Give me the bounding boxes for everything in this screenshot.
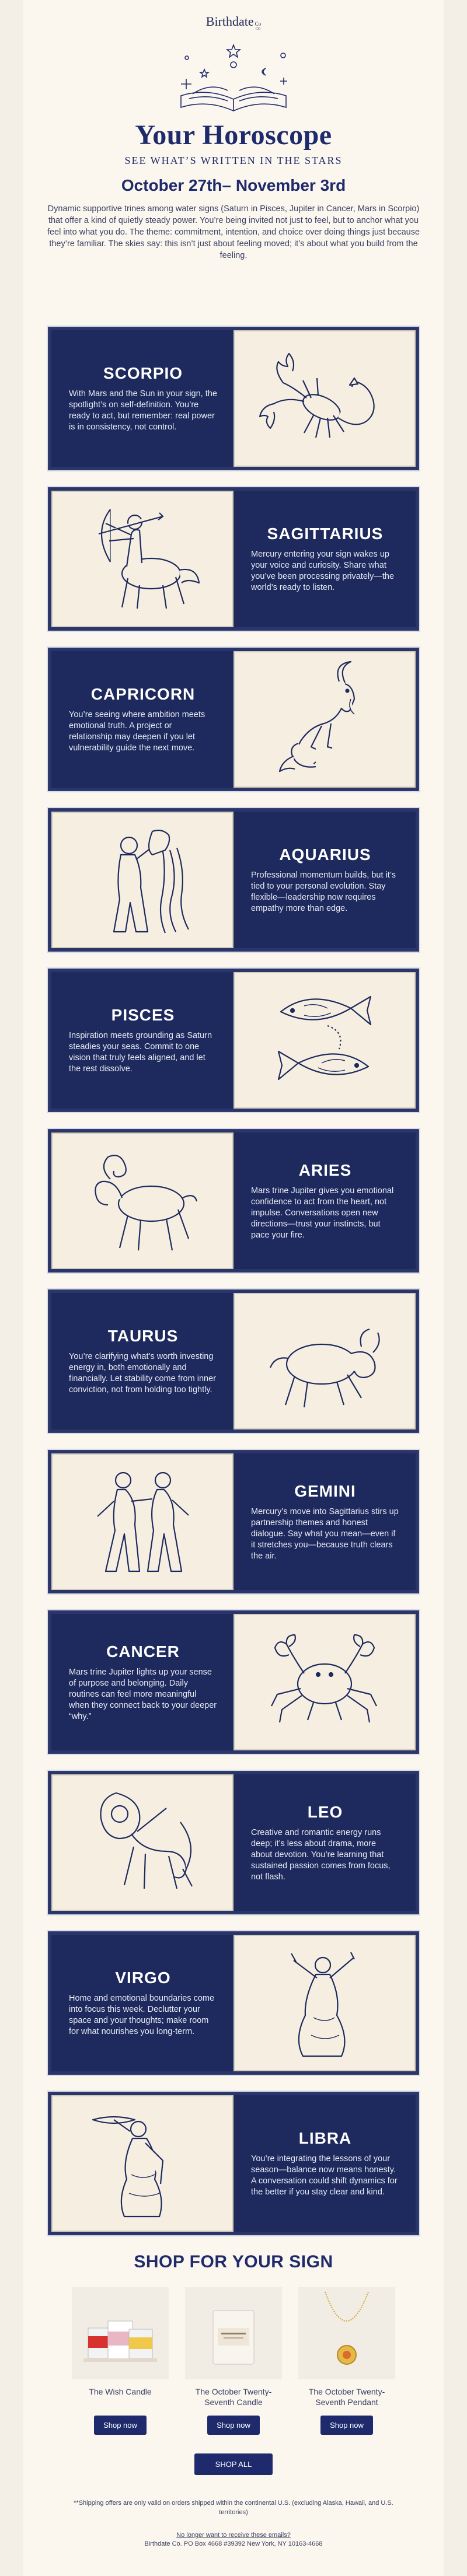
sign-text: Mars trine Jupiter gives you emotional confidence to act from the heart, not impulse. Conversations open new directions—trust your instincts, but pace your fire. xyxy=(251,1186,394,1240)
sign-name: LIBRA xyxy=(298,2129,352,2147)
ram-icon xyxy=(75,1140,210,1262)
sign-name: SAGITTARIUS xyxy=(267,525,384,543)
unsubscribe-link[interactable]: No longer want to receive these emails? xyxy=(176,2532,291,2539)
product-card[interactable] xyxy=(298,2287,395,2435)
shop-now-button[interactable]: Shop now xyxy=(207,2416,260,2435)
intro-text: Dynamic supportive trines among water signs (Saturn in Pisces, Jupiter in Cancer, Mars in Scorpio) that offer a kind of quietly steady power. You’re being invited not just to feel, but to anchor what you feel into what you do. The theme: commitment, intention, and choice over doing things just because they’re familiar. The skies say: this isn’t just about feeling moved; it’s about what you build from the feeling. xyxy=(47,204,420,260)
fish-icon xyxy=(257,979,392,1102)
shop-now-button[interactable]: Shop now xyxy=(320,2416,373,2435)
archer-icon xyxy=(75,498,210,620)
email-page xyxy=(23,0,444,2576)
sign-card-leo[interactable] xyxy=(47,1770,420,1916)
shop-title: SHOP FOR YOUR SIGN xyxy=(134,2252,333,2271)
page-title: Your Horoscope xyxy=(135,120,332,151)
sign-text: Mercury entering your sign wakes up your voice and curiosity. Share what you’ve been processing privately—the world’s ready to listen. xyxy=(251,550,395,592)
twins-icon xyxy=(75,1460,210,1583)
sign-card-aquarius[interactable] xyxy=(47,807,420,953)
sign-name: SCORPIO xyxy=(103,364,183,382)
sign-name: ARIES xyxy=(298,1161,352,1179)
sign-card-scorpio[interactable] xyxy=(47,326,420,471)
mailing-address: Birthdate Co. PO Box 4668 #39392 New York, NY 10163-4668 xyxy=(144,2540,323,2547)
product-list xyxy=(23,2287,444,2435)
sign-card-capricorn[interactable] xyxy=(47,646,420,792)
sign-card-taurus[interactable] xyxy=(47,1288,420,1434)
october-candle-image[interactable] xyxy=(185,2287,282,2379)
shipping-disclaimer: **Shipping offers are only valid on orders shipped within the continental U.S. (excluding Alaska, Hawaii, and U.S. territories) xyxy=(74,2500,393,2516)
scales-icon xyxy=(75,2102,210,2225)
brand-logo[interactable]: Birthdate Co CO xyxy=(205,14,262,31)
sign-name: GEMINI xyxy=(294,1481,356,1500)
sign-text: Mercury’s move into Sagittarius stirs up partnership themes and honest dialogue. Say what you mean—even if it stretches you—because truth clears the air. xyxy=(251,1507,399,1561)
sign-text: You’re seeing where ambition meets emotional truth. A project or relationship may deepen if you let vulnerability guide the next move. xyxy=(69,710,205,753)
sign-text: Home and emotional boundaries come into focus this week. Declutter your space and your thoughts; make room for what nourishes you long-term. xyxy=(69,1994,215,2036)
footer xyxy=(23,2531,444,2549)
sign-card-gemini[interactable] xyxy=(47,1449,420,1595)
shop-all-button[interactable]: SHOP ALL xyxy=(194,2453,273,2475)
product-name: The October Twenty-Seventh Pendant xyxy=(308,2387,385,2407)
sign-text: Mars trine Jupiter lights up your sense of purpose and belonging. Daily routines can feel more meaningful when they connect back to your deeper “why.” xyxy=(69,1667,217,1721)
date-range: October 27th– November 3rd xyxy=(121,176,346,194)
maiden-icon xyxy=(257,1942,392,2064)
sign-text: Professional momentum builds, but it’s tied to your personal evolution. Stay flexible—leadership now requires empathy more than edge. xyxy=(251,871,396,913)
page-subtitle: SEE WHAT’S WRITTEN IN THE STARS xyxy=(124,155,343,166)
sign-card-libra[interactable] xyxy=(47,2091,420,2236)
sign-name: TAURUS xyxy=(107,1327,179,1345)
sign-card-sagittarius[interactable] xyxy=(47,486,420,632)
sea-goat-icon xyxy=(257,658,392,781)
shop-section xyxy=(23,2252,444,2549)
product-card[interactable] xyxy=(185,2287,282,2435)
sign-text: You’re clarifying what’s worth investing energy in, both emotionally and financially. Let stability come from inner conviction, not from holding too tightly. xyxy=(69,1352,216,1394)
product-name: The Wish Candle xyxy=(89,2387,152,2396)
wish-candle-image[interactable] xyxy=(72,2287,169,2379)
sign-text: Creative and romantic energy runs deep; it’s less about drama, more about devotion. You’re learning that sustained passion comes from focus, not flash. xyxy=(251,1827,391,1882)
lion-icon xyxy=(75,1781,210,1904)
sign-text: With Mars and the Sun in your sign, the spotlight’s on self-definition. You’re ready to act, but remember: real power is in consistency, not control. xyxy=(69,389,217,432)
scorpion-icon xyxy=(257,337,392,460)
water-bearer-icon xyxy=(75,819,210,941)
sign-card-pisces[interactable] xyxy=(47,967,420,1113)
sign-list xyxy=(47,326,420,2251)
product-name: The October Twenty-Seventh Candle xyxy=(195,2387,272,2407)
sign-name: VIRGO xyxy=(115,1969,171,1987)
bull-icon xyxy=(257,1300,392,1422)
open-book-stars-icon xyxy=(163,40,304,113)
sign-name: PISCES xyxy=(111,1006,175,1024)
sign-card-aries[interactable] xyxy=(47,1128,420,1274)
crab-icon xyxy=(257,1621,392,1743)
sign-name: LEO xyxy=(307,1802,343,1821)
sign-card-cancer[interactable] xyxy=(47,1609,420,1755)
october-pendant-image[interactable] xyxy=(298,2287,395,2379)
sign-text: You’re integrating the lessons of your season—balance now means honesty. A conversation could shift dynamics for the better if you stay clear and kind. xyxy=(251,2154,398,2197)
sign-text: Inspiration meets grounding as Saturn steadies your seas. Commit to one vision that truly feels aligned, and let the rest dissolve. xyxy=(69,1031,212,1074)
sign-name: CANCER xyxy=(106,1642,180,1661)
sign-name: AQUARIUS xyxy=(279,845,371,864)
sign-name: CAPRICORN xyxy=(90,685,196,703)
product-card[interactable] xyxy=(72,2287,169,2435)
sign-card-virgo[interactable] xyxy=(47,1930,420,2076)
header xyxy=(23,0,444,261)
shop-now-button[interactable]: Shop now xyxy=(94,2416,147,2435)
